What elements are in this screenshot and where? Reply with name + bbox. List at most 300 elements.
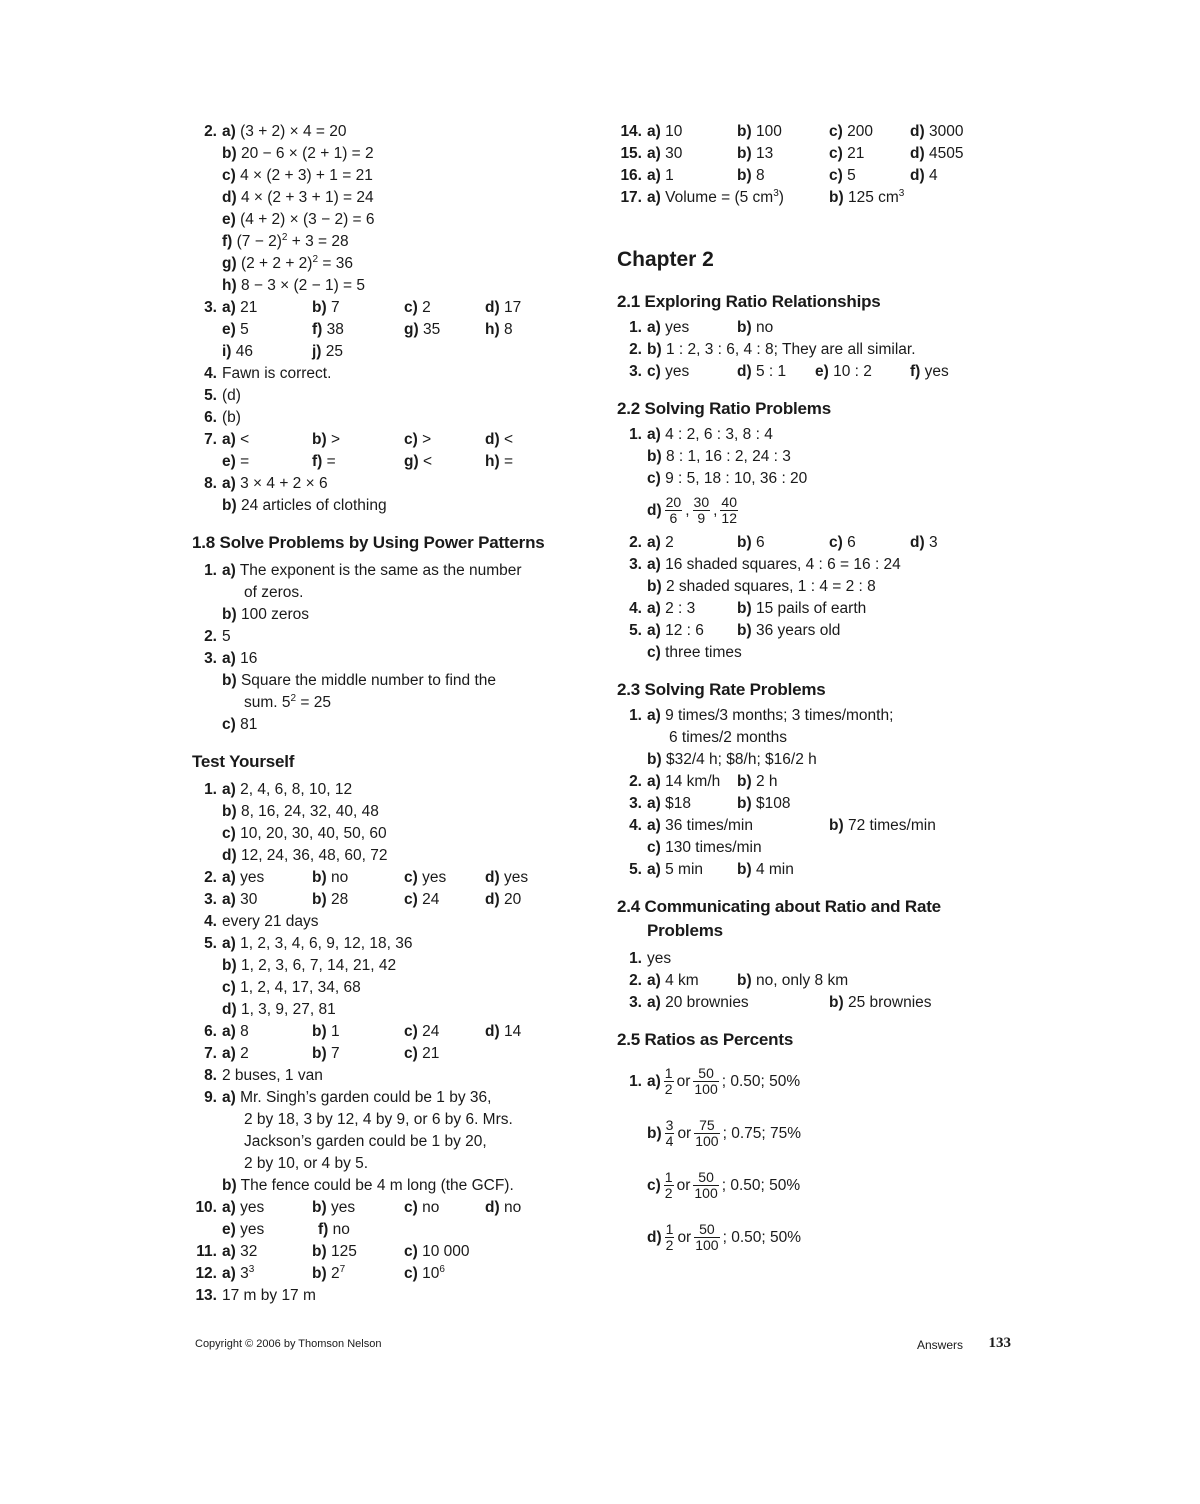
question-number: 3. (204, 299, 217, 316)
answer-row (192, 165, 592, 187)
answer-row (617, 815, 1017, 837)
answer-row (617, 727, 1017, 749)
question-number: 1. (629, 707, 642, 724)
answer-cell: e) yes (222, 1221, 265, 1238)
answer-cell: a) 30 (647, 145, 683, 162)
answer-text: 24 articles of clothing (240, 497, 387, 514)
answer-text: (b) (222, 409, 241, 426)
question-number: 4. (629, 600, 642, 617)
answer-cell: c) 5 (829, 167, 856, 184)
answer-text: = 25 (296, 694, 331, 711)
part-label: a) (222, 650, 236, 667)
part-label: b) (222, 606, 237, 623)
answer-row (192, 911, 592, 933)
answer-row (617, 948, 1017, 970)
part-label: d) (222, 847, 237, 864)
answer-row (192, 801, 592, 823)
answer-cell: a) 36 times/min (647, 817, 753, 834)
question-number: 9. (204, 1089, 217, 1106)
answer-cell: g) 35 (404, 321, 441, 338)
fraction: $\frac{40}{12}$ (721, 494, 737, 527)
question-number: 3. (629, 795, 642, 812)
answer-row (192, 1109, 592, 1131)
answer-row (192, 297, 592, 319)
part-label: c) (222, 716, 236, 733)
part-label: a) (222, 935, 236, 952)
question-number: 16. (620, 167, 642, 184)
answer-row (192, 1043, 592, 1065)
part-label: a) (647, 707, 661, 724)
answer-row (192, 1197, 592, 1219)
answer-row (192, 933, 592, 955)
answer-cell: b) 6 (737, 534, 765, 551)
answer-row (192, 626, 592, 648)
answer-cell: d) 4 (910, 167, 938, 184)
part-label: a) (647, 426, 661, 443)
answer-cell: b) 7 (312, 299, 340, 316)
answer-cell: a) $18 (647, 795, 691, 812)
question-number: 8. (204, 1067, 217, 1084)
question-number: 8. (204, 475, 217, 492)
answer-row (192, 341, 592, 363)
answer-cell: f) 38 (312, 321, 344, 338)
question-number: 15. (620, 145, 642, 162)
answer-text: 1, 3, 9, 27, 81 (240, 1001, 336, 1018)
answer-text: The exponent is the same as the number (239, 562, 522, 579)
answer-cell: d) 5 : 1 (737, 363, 787, 380)
part-label: c) (222, 167, 236, 184)
answer-row (192, 823, 592, 845)
answer-cell: a) 32 (222, 1243, 258, 1260)
answer-row (617, 992, 1017, 1014)
answer-cell: b) 28 (312, 891, 349, 908)
answer-row (617, 642, 1017, 664)
question-number: 2. (204, 869, 217, 886)
answer-row (617, 1064, 1017, 1116)
answer-row (617, 620, 1017, 642)
fraction: $\frac{50}{100}$ (694, 1065, 718, 1098)
answer-row (192, 889, 592, 911)
section-heading: 1.8 Solve Problems by Using Power Patterns (192, 533, 545, 552)
answer-cell: b) no (737, 319, 774, 336)
fraction: $\frac{20}{6}$ (665, 494, 682, 527)
section-heading: 2.2 Solving Ratio Problems (617, 399, 831, 418)
part-label: a) (222, 562, 236, 579)
answer-row (617, 143, 1017, 165)
question-number: 5. (204, 935, 217, 952)
answer-cell: c) 21 (829, 145, 865, 162)
answer-row (192, 867, 592, 889)
answer-row (192, 1241, 592, 1263)
answer-text: 2 buses, 1 van (222, 1067, 323, 1084)
part-label: d) (647, 1229, 662, 1246)
answer-text: sum. 5 (244, 694, 291, 711)
question-number: 3. (204, 891, 217, 908)
answer-cell: a) 30 (222, 891, 258, 908)
answer-text: Square the middle number to find the (240, 672, 496, 689)
answer-cell: b) $108 (737, 795, 791, 812)
question-number: 2. (629, 534, 642, 551)
answer-row (617, 187, 1017, 209)
answer-cell: c) 200 (829, 123, 873, 140)
answer-row (192, 1219, 592, 1241)
answer-text: = 36 (318, 255, 353, 272)
section-heading: 2.3 Solving Rate Problems (617, 680, 826, 699)
fraction: $\frac{30}{9}$ (693, 494, 710, 527)
answer-cell: e) 10 : 2 (815, 363, 872, 380)
question-number: 1. (204, 781, 217, 798)
answer-row (192, 429, 592, 451)
answer-cell: a) 5 min (647, 861, 704, 878)
answer-cell: f) yes (910, 363, 949, 380)
part-label: b) (647, 751, 662, 768)
answer-cell: d) 4505 (910, 145, 964, 162)
fraction: $\frac{75}{100}$ (695, 1117, 719, 1150)
question-number: 3. (629, 556, 642, 573)
question-number: 6. (204, 409, 217, 426)
answer-text: The fence could be 4 m long (the GCF). (240, 1177, 514, 1194)
answer-row (617, 1220, 1017, 1260)
question-number: 3. (629, 994, 642, 1011)
answer-text: of zeros. (244, 584, 304, 601)
answer-text: 1, 2, 3, 6, 7, 14, 21, 42 (240, 957, 397, 974)
answer-row (192, 1021, 592, 1043)
answer-row (617, 598, 1017, 620)
answer-cell: a) 12 : 6 (647, 622, 704, 639)
answer-text: 12, 24, 36, 48, 60, 72 (240, 847, 388, 864)
answer-text: 4 : 2, 6 : 3, 8 : 4 (665, 426, 773, 443)
answer-text: Fawn is correct. (222, 365, 332, 382)
answer-row (192, 1087, 592, 1109)
answer-text: 2, 4, 6, 8, 10, 12 (240, 781, 353, 798)
question-number: 3. (204, 650, 217, 667)
fraction: $\frac{3}{4}$ (665, 1117, 674, 1150)
answer-row (617, 793, 1017, 815)
answer-row (192, 1153, 592, 1175)
answer-row (617, 837, 1017, 859)
answer-text: 2 by 18, 3 by 12, 4 by 9, or 6 by 6. Mrs. (244, 1111, 513, 1128)
answer-cell: a) 14 km/h (647, 773, 721, 790)
or-text: or (677, 1125, 692, 1142)
answer-row (617, 339, 1017, 361)
answer-text: 1, 2, 3, 4, 6, 9, 12, 18, 36 (240, 935, 413, 952)
answer-text: 1, 2, 4, 17, 34, 68 (240, 979, 361, 996)
answer-row (192, 692, 592, 714)
part-label: b) (222, 145, 237, 162)
running-section-label: Answers (916, 1338, 963, 1352)
answer-cell: b) 125 $cm^3$ (829, 187, 905, 206)
answer-cell: d) no (485, 1199, 522, 1216)
part-label: h) (222, 277, 237, 294)
answer-cell: f) no (318, 1221, 350, 1238)
answer-cell: c) 24 (404, 1023, 440, 1040)
answer-row (617, 749, 1017, 771)
fraction: $\frac{1}{2}$ (664, 1169, 673, 1202)
answer-cell: a) 4 km (647, 972, 699, 989)
answer-text: yes (647, 950, 672, 967)
answer-text: 3 × 4 + 2 × 6 (240, 475, 328, 492)
answer-cell: a) 10 (647, 123, 683, 140)
answer-cell: d) < (485, 431, 514, 448)
answer-text: 10, 20, 30, 40, 50, 60 (240, 825, 387, 842)
answer-cell: b) yes (312, 1199, 356, 1216)
answer-cell: d) 3000 (910, 123, 964, 140)
section-heading: 2.4 Communicating about Ratio and Rate (617, 897, 941, 916)
answer-text: (4 + 2) × (3 − 2) = 6 (240, 211, 375, 228)
part-label: f) (222, 233, 233, 250)
answer-cell: c) yes (404, 869, 447, 886)
answer-text: 8 : 1, 16 : 2, 24 : 3 (665, 448, 791, 465)
answer-text: (d) (222, 387, 241, 404)
part-label: a) (222, 123, 236, 140)
answer-cell: b) 25 brownies (829, 994, 932, 1011)
answer-row (617, 1116, 1017, 1168)
answer-cell: a) $3^3$ (222, 1263, 255, 1282)
answer-text: (2 + 2 + 2) (240, 255, 313, 272)
question-number: 6. (204, 1023, 217, 1040)
answer-row (617, 859, 1017, 881)
fraction: $\frac{50}{100}$ (694, 1169, 718, 1202)
answer-cell: h) = (485, 453, 514, 470)
question-number: 10. (195, 1199, 217, 1216)
question-number: 5. (629, 861, 642, 878)
answer-cell: b) 4 min (737, 861, 794, 878)
or-text: or (676, 1177, 691, 1194)
question-number: 4. (629, 817, 642, 834)
answer-cell: g) < (404, 453, 433, 470)
answer-row (617, 468, 1017, 490)
answer-row (617, 121, 1017, 143)
part-label: d) (222, 189, 237, 206)
answer-cell: h) 8 (485, 321, 513, 338)
chapter-title: Chapter 2 (617, 248, 714, 271)
part-label: b) (647, 578, 662, 595)
answer-row (192, 977, 592, 999)
answer-text: 4 × (2 + 3) + 1 = 21 (240, 167, 373, 184)
answer-cell: d) yes (485, 869, 529, 886)
question-number: 5. (629, 622, 642, 639)
exponent: 2 (312, 253, 319, 265)
answer-text: ; 0.50; 50% (721, 1073, 801, 1090)
answer-row (192, 648, 592, 670)
answer-cell: b) 8 (737, 167, 765, 184)
answer-text: ; 0.50; 50% (721, 1177, 801, 1194)
answer-text: 1 : 2, 3 : 6, 4 : 8; They are all similar. (665, 341, 916, 358)
answer-row (192, 1175, 592, 1197)
answer-cell: a) yes (647, 319, 690, 336)
part-label: b) (647, 1125, 662, 1142)
question-number: 5. (204, 387, 217, 404)
answer-cell: b) 125 (312, 1243, 357, 1260)
answer-cell: a) < (222, 431, 250, 448)
answer-row (192, 1065, 592, 1087)
answer-row (617, 446, 1017, 468)
part-label: d) (222, 1001, 237, 1018)
part-label: b) (222, 1177, 237, 1194)
answer-row (192, 451, 592, 473)
answer-row: d) $\frac{20}{6}$ , $\frac{30}{9}$ , $\frac{40}{12}$ (647, 494, 737, 527)
or-text: or (677, 1229, 692, 1246)
answer-text: 100 zeros (240, 606, 310, 623)
answer-row (192, 319, 592, 341)
answer-row (617, 970, 1017, 992)
answer-cell: j) 25 (312, 343, 344, 360)
answer-text: ; 0.50; 50% (722, 1229, 802, 1246)
answer-row (192, 845, 592, 867)
answer-cell: a) 21 (222, 299, 258, 316)
answer-row (617, 361, 1017, 383)
part-label: d) (647, 502, 662, 519)
answer-text: 8 − 3 × (2 − 1) = 5 (240, 277, 366, 294)
section-heading-cont: Problems (647, 921, 723, 940)
answer-cell: d) 20 (485, 891, 522, 908)
answer-text: 81 (240, 716, 258, 733)
section-heading: Test Yourself (192, 752, 295, 771)
answer-row (192, 604, 592, 626)
answer-row (192, 582, 592, 604)
part-label: g) (222, 255, 237, 272)
question-number: 13. (195, 1287, 217, 1304)
answer-text: 17 m by 17 m (222, 1287, 316, 1304)
question-number: 4. (204, 365, 217, 382)
question-number: 14. (620, 123, 642, 140)
answer-text: 9 times/3 months; 3 times/month; (665, 707, 894, 724)
fraction: $\frac{1}{2}$ (664, 1065, 673, 1098)
part-label: a) (647, 556, 661, 573)
part-label: a) (647, 1073, 661, 1090)
answer-cell: a) Volume = (5 $cm^3$) (647, 187, 784, 206)
part-label: c) (647, 1177, 661, 1194)
question-number: 1. (629, 426, 642, 443)
fraction: $\frac{1}{2}$ (665, 1221, 674, 1254)
answer-text: 16 (240, 650, 258, 667)
answer-text: 2 by 10, or 4 by 5. (244, 1155, 369, 1172)
answer-cell: b) > (312, 431, 341, 448)
answer-cell: c) $10^6$ (404, 1263, 445, 1282)
answer-cell: c) 2 (404, 299, 431, 316)
part-label: c) (647, 470, 661, 487)
answer-text: $32/4 h; $8/h; $16/2 h (665, 751, 817, 768)
answer-cell: b) 7 (312, 1045, 340, 1062)
answer-cell: b) 36 years old (737, 622, 841, 639)
answer-cell: a) 2 : 3 (647, 600, 696, 617)
answer-row (192, 473, 592, 495)
answer-row (192, 253, 592, 275)
answer-row (617, 424, 1017, 446)
answer-row (192, 1263, 592, 1285)
answer-row (192, 121, 592, 143)
answer-row (617, 705, 1017, 727)
part-label: c) (222, 979, 236, 996)
question-number: 11. (196, 1243, 217, 1260)
answer-cell: c) no (404, 1199, 440, 1216)
question-number: 7. (204, 431, 217, 448)
answer-cell: b) no (312, 869, 349, 886)
question-number: 7. (204, 1045, 217, 1062)
answer-text: 5 (222, 628, 231, 645)
question-number: 2. (204, 123, 217, 140)
answer-cell: c) 24 (404, 891, 440, 908)
answer-row (617, 554, 1017, 576)
part-label: b) (647, 341, 662, 358)
answer-cell: i) 46 (222, 343, 254, 360)
question-number: 17. (620, 189, 642, 206)
answer-row (192, 143, 592, 165)
answer-cell: a) yes (222, 869, 265, 886)
answer-cell: c) 10 000 (404, 1243, 470, 1260)
answer-cell: b) no, only 8 km (737, 972, 849, 989)
answer-row (192, 1285, 592, 1307)
answer-row (192, 407, 592, 429)
answer-text: Mr. Singh’s garden could be 1 by 36, (240, 1089, 492, 1106)
part-label: c) (647, 644, 661, 661)
question-number: 2. (629, 341, 642, 358)
answer-row (192, 999, 592, 1021)
answer-cell: c) > (404, 431, 432, 448)
answer-text: (3 + 2) × 4 = 20 (240, 123, 347, 140)
answer-text: 8, 16, 24, 32, 40, 48 (240, 803, 379, 820)
answer-text: 130 times/min (665, 839, 762, 856)
answer-row (192, 209, 592, 231)
question-number: 2. (629, 972, 642, 989)
answer-row (617, 1168, 1017, 1220)
part-label: a) (222, 1089, 236, 1106)
part-label: a) (222, 475, 236, 492)
exponent: 2 (290, 692, 297, 704)
answer-row (192, 495, 592, 517)
answer-text: 16 shaded squares, 4 : 6 = 16 : 24 (665, 556, 901, 573)
answer-text: ; 0.75; 75% (722, 1125, 802, 1142)
answer-cell: a) 2 (222, 1045, 249, 1062)
answer-cell: d) 17 (485, 299, 522, 316)
answer-cell: b) $2^7$ (312, 1263, 346, 1282)
answer-cell: b) 1 (312, 1023, 340, 1040)
answer-cell: a) yes (222, 1199, 265, 1216)
answer-cell: c) 21 (404, 1045, 440, 1062)
part-label: b) (222, 497, 237, 514)
question-number: 2. (204, 628, 217, 645)
section-heading: 2.5 Ratios as Percents (617, 1030, 794, 1049)
question-number: 1. (629, 1073, 642, 1090)
page-number: 133 (988, 1335, 1011, 1351)
section-heading: 2.1 Exploring Ratio Relationships (617, 292, 881, 311)
answer-cell: a) 2 (647, 534, 674, 551)
answer-row (192, 1131, 592, 1153)
answer-cell: a) 1 (647, 167, 674, 184)
answer-cell: e) 5 (222, 321, 249, 338)
question-number: 1. (629, 950, 642, 967)
answer-text: every 21 days (222, 913, 319, 930)
answer-text: 6 times/2 months (669, 729, 788, 746)
answer-text: (7 − 2) (236, 233, 282, 250)
answer-cell: b) 13 (737, 145, 774, 162)
answer-text: 4 × (2 + 3 + 1) = 24 (240, 189, 374, 206)
answer-row (192, 670, 592, 692)
answer-row (192, 385, 592, 407)
part-label: b) (222, 672, 237, 689)
part-label: a) (222, 781, 236, 798)
question-number: 12. (195, 1265, 217, 1282)
copyright-notice: Copyright © 2006 by Thomson Nelson (195, 1338, 382, 1350)
answer-row (192, 231, 592, 253)
answer-row (192, 779, 592, 801)
answer-cell: c) yes (647, 363, 690, 380)
question-number: 2. (629, 773, 642, 790)
answer-row (192, 714, 592, 736)
part-label: c) (647, 839, 661, 856)
answer-text: + 3 = 28 (287, 233, 349, 250)
part-label: b) (647, 448, 662, 465)
